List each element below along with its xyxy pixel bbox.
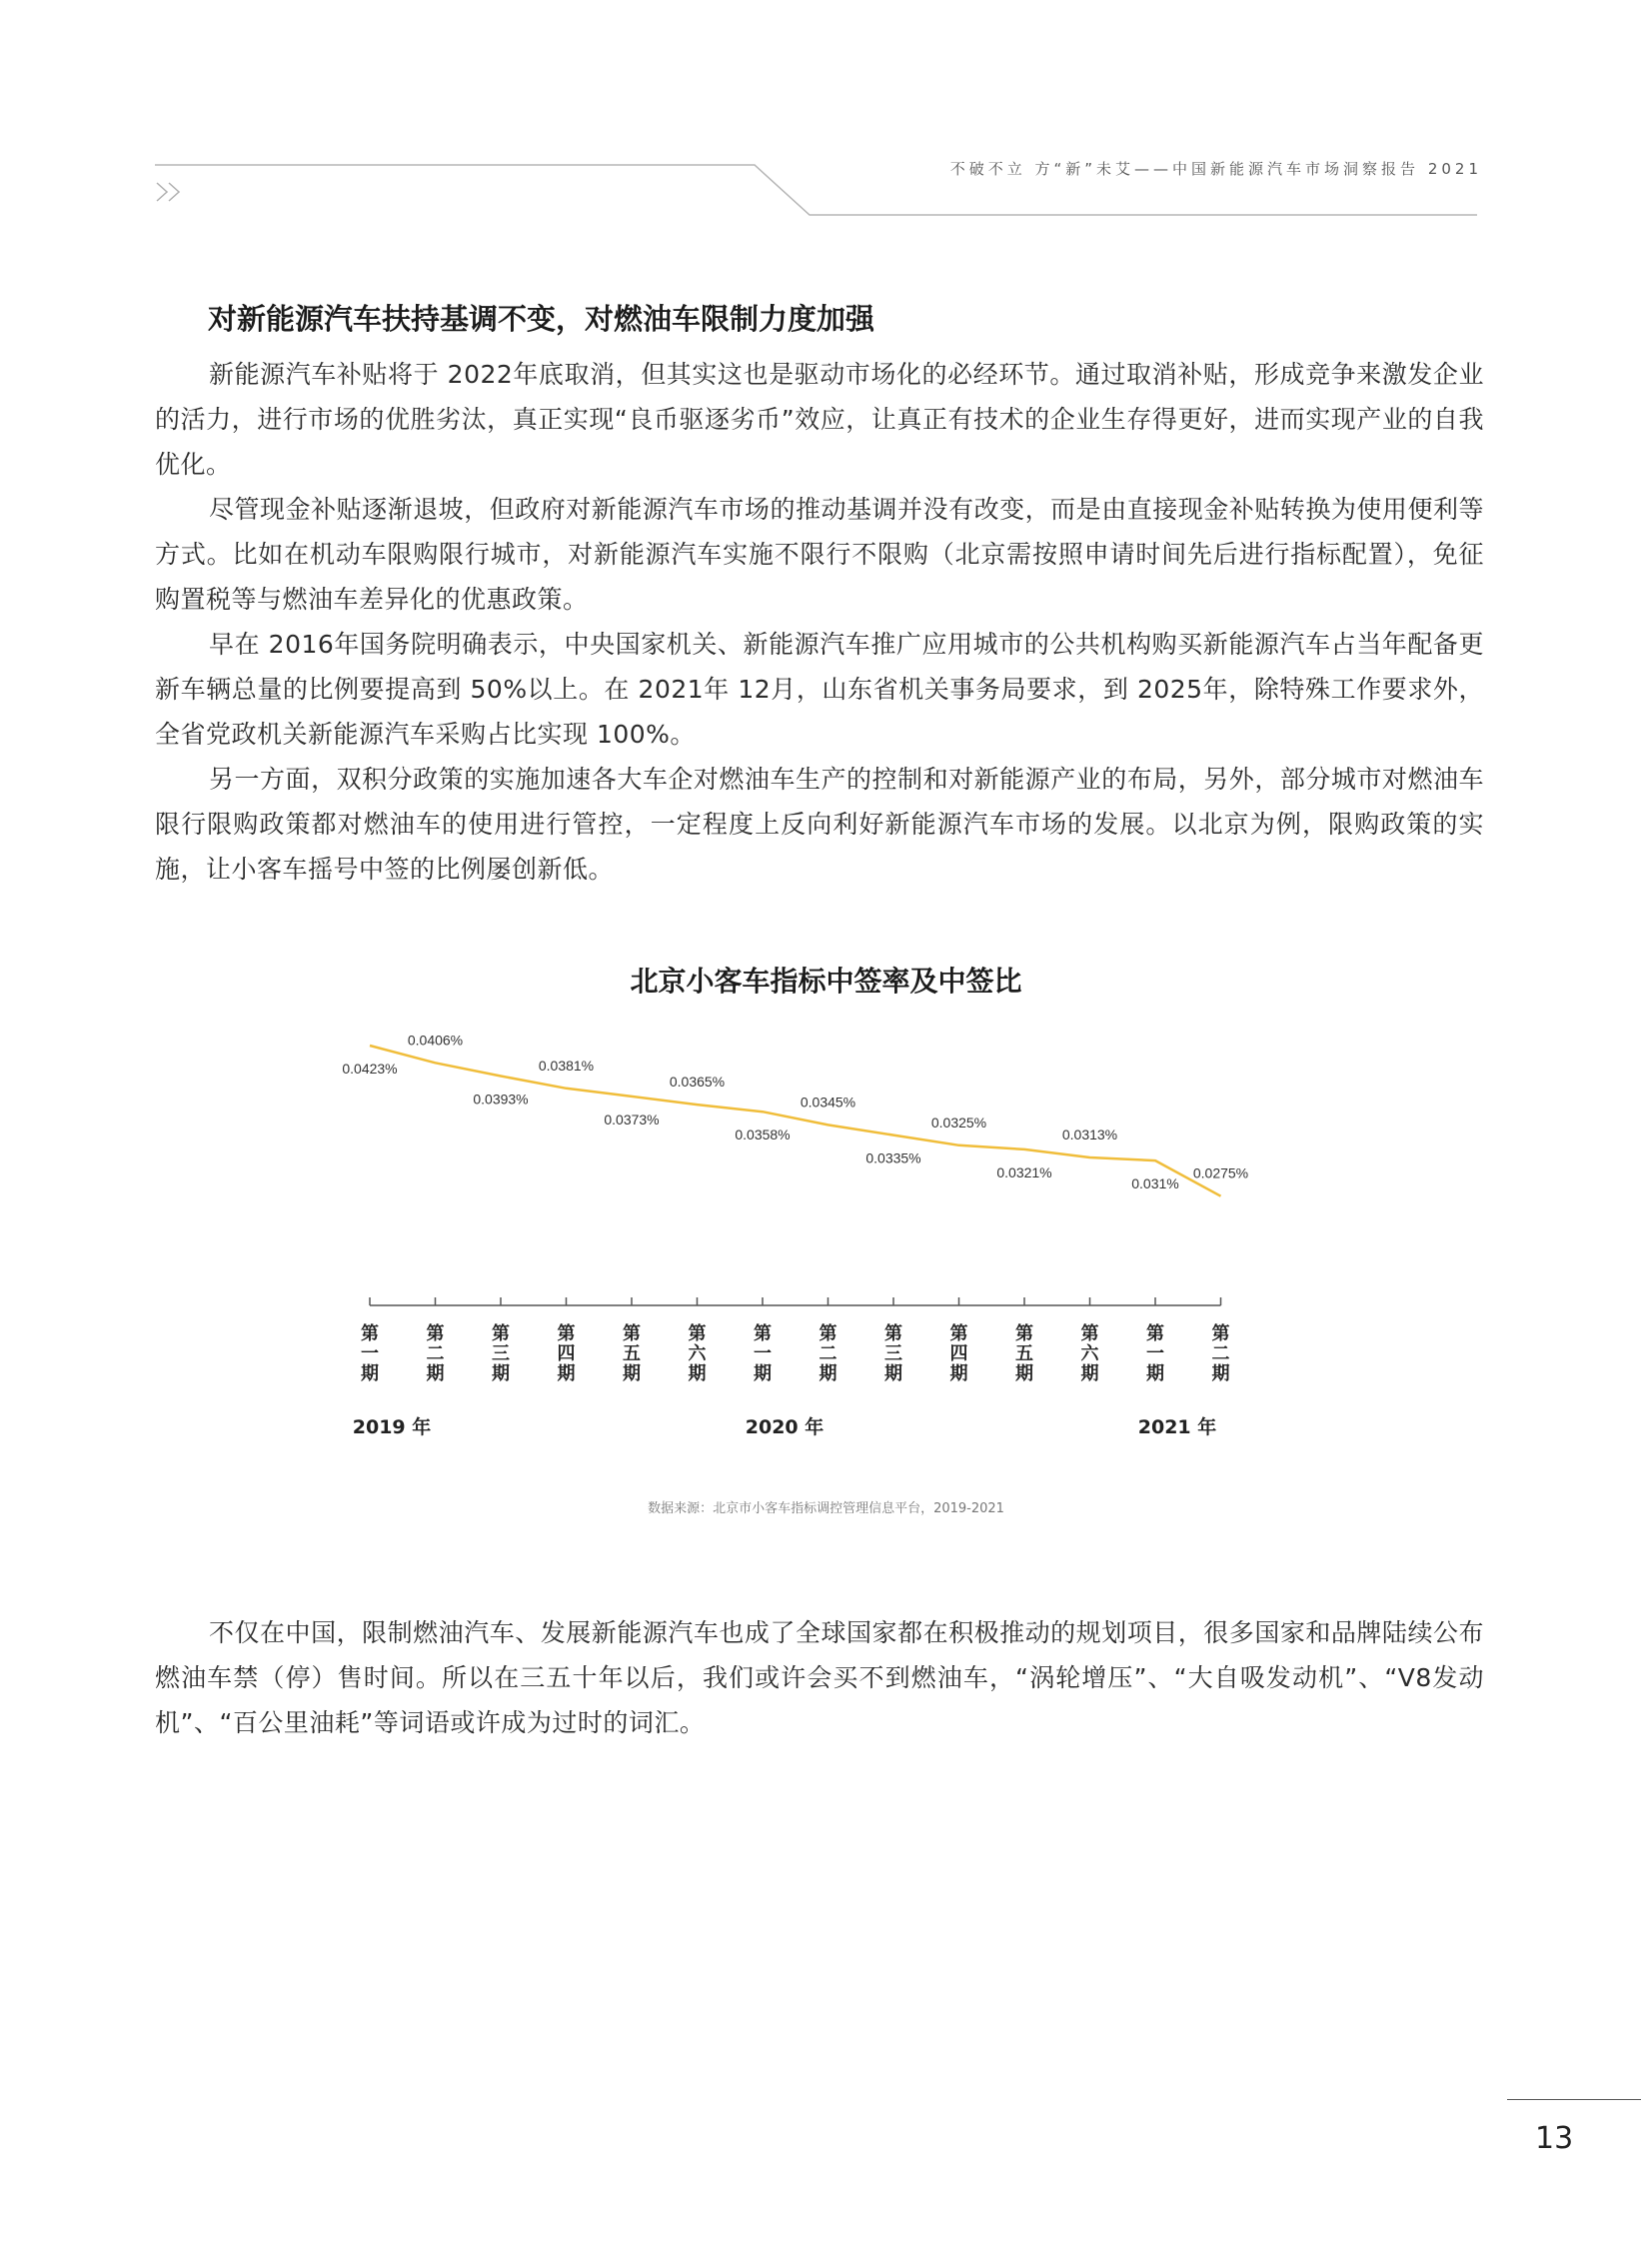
- series-line: [370, 1046, 1221, 1196]
- paragraph-procurement: 早在 2016年国务院明确表示，中央国家机关、新能源汽车推广应用城市的公共机构购买新能源汽车占当年配备更新车辆总量的比例要提高到 50%以上。在 2021年 12月，山东省机关事务局要求，到 2025年，除特殊工作要求外，全省党政机关新能源汽车采购占比实现 100%。: [155, 630, 1484, 749]
- data-label: 0.0381%: [538, 1057, 595, 1074]
- x-tick-label: 第一期: [1146, 1323, 1164, 1384]
- chart-source-note: 数据来源：北京市小客车指标调控管理信息平台，2019-2021: [648, 1501, 1004, 1516]
- chart-title: 北京小客车指标中签率及中签比: [630, 965, 1022, 998]
- x-tick-label: 第一期: [361, 1323, 379, 1384]
- year-label: 2020 年: [745, 1416, 825, 1438]
- x-tick-label: 第五期: [1015, 1323, 1033, 1384]
- year-label: 2019 年: [352, 1416, 432, 1438]
- page-number: 13: [1535, 2121, 1574, 2156]
- x-tick-label: 第二期: [819, 1323, 837, 1384]
- data-label: 0.0335%: [865, 1149, 921, 1166]
- double-chevron-icon: [155, 180, 195, 204]
- x-tick-label: 第四期: [949, 1323, 968, 1384]
- paragraph-subsidy: 新能源汽车补贴将于 2022年底取消，但其实这也是驱动市场化的必经环节。通过取消补贴，形成竞争来激发企业的活力，进行市场的优胜劣汰，真正实现“良币驱逐劣币”效应，让真正有技术的企业生存得更好，进而实现产业的自我优化。: [155, 360, 1484, 479]
- data-label: 0.0321%: [996, 1163, 1052, 1180]
- paragraph-global-trend: 不仅在中国，限制燃油汽车、发展新能源汽车也成了全球国家都在积极推动的规划项目，很多国家和品牌陆续公布燃油车禁（停）售时间。所以在三五十年以后，我们或许会买不到燃油车，“涡轮增压”、“大自吸发动机”、“V8发动机”、“百公里油耗”等词语或许成为过时的词汇。: [155, 1618, 1484, 1737]
- data-label: 0.0373%: [604, 1111, 660, 1127]
- header-rule: [0, 0, 1652, 240]
- paragraph-dual-credit: 另一方面，双积分政策的实施加速各大车企对燃油车生产的控制和对新能源产业的布局，另外，部分城市对燃油车限行限购政策都对燃油车的使用进行管控，一定程度上反向利好新能源汽车市场的发展。以北京为例，限购政策的实施，让小客车摇号中签的比例屡创新低。: [155, 765, 1484, 884]
- x-tick-label: 第一期: [754, 1323, 772, 1384]
- data-label: 0.0325%: [930, 1114, 987, 1130]
- x-tick-label: 第三期: [492, 1323, 510, 1384]
- paragraph-policy-shift: 尽管现金补贴逐渐退坡，但政府对新能源汽车市场的推动基调并没有改变，而是由直接现金补贴转换为使用便利等方式。比如在机动车限购限行城市，对新能源汽车实施不限行不限购（北京需按照申请时间先后进行指标配置），免征购置税等与燃油车差异化的优惠政策。: [155, 495, 1484, 614]
- report-header-title: 不破不立 方“新”未艾——中国新能源汽车市场洞察报告 2021: [949, 160, 1482, 178]
- data-label: 0.0365%: [669, 1074, 726, 1091]
- year-label: 2021 年: [1137, 1416, 1217, 1438]
- section-heading: 对新能源汽车扶持基调不变，对燃油车限制力度加强: [208, 302, 875, 336]
- data-label: 0.031%: [1131, 1175, 1179, 1192]
- x-tick-label: 第三期: [884, 1323, 902, 1384]
- lottery-rate-line-chart: [0, 1000, 1652, 1469]
- data-label: 0.0393%: [473, 1091, 529, 1108]
- x-tick-label: 第四期: [557, 1323, 576, 1384]
- x-tick-label: 第二期: [426, 1323, 445, 1384]
- x-tick-label: 第六期: [688, 1323, 707, 1384]
- data-label: 0.0406%: [407, 1032, 464, 1049]
- data-label: 0.0275%: [1192, 1164, 1249, 1181]
- footer-rule: [1507, 2099, 1641, 2100]
- x-tick-label: 第二期: [1211, 1323, 1230, 1384]
- x-tick-label: 第五期: [623, 1323, 641, 1384]
- data-label: 0.0358%: [735, 1126, 791, 1143]
- data-label: 0.0423%: [342, 1061, 398, 1077]
- data-label: 0.0313%: [1061, 1126, 1118, 1142]
- data-label: 0.0345%: [800, 1094, 856, 1111]
- x-tick-label: 第六期: [1080, 1323, 1099, 1384]
